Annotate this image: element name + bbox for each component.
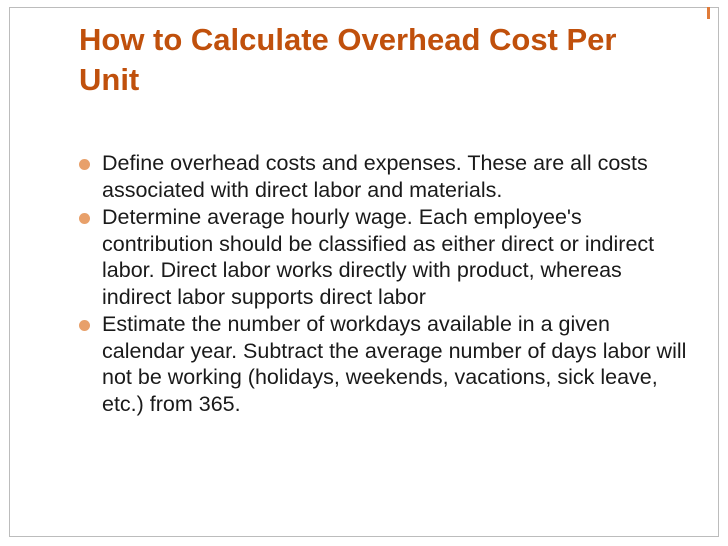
- bullet-text: Define overhead costs and expenses. These are all costs associated with direct labor and materials.: [102, 151, 648, 202]
- bullet-text: Determine average hourly wage. Each employee's contribution should be classified as either direct or indirect labor. Direct labor works directly with product, whereas indirect labor supports direct labor: [102, 205, 655, 309]
- corner-accent-marker: [707, 7, 710, 19]
- circle-bullet-icon: [79, 213, 90, 224]
- bullet-item-overhead: [79, 150, 689, 203]
- bullet-list: [79, 150, 689, 418]
- circle-bullet-icon: [79, 320, 90, 331]
- slide-title: How to Calculate Overhead Cost Per Unit: [79, 22, 617, 97]
- bullet-text: Estimate the number of workdays available in a given calendar year. Subtract the average number of days labor will not be working (holidays, weekends, vacations, sick leave, etc.) from 365.: [102, 312, 687, 416]
- circle-bullet-icon: [79, 159, 90, 170]
- bullet-item-hourly-wage: [79, 204, 689, 310]
- bullet-item-workdays: [79, 311, 689, 417]
